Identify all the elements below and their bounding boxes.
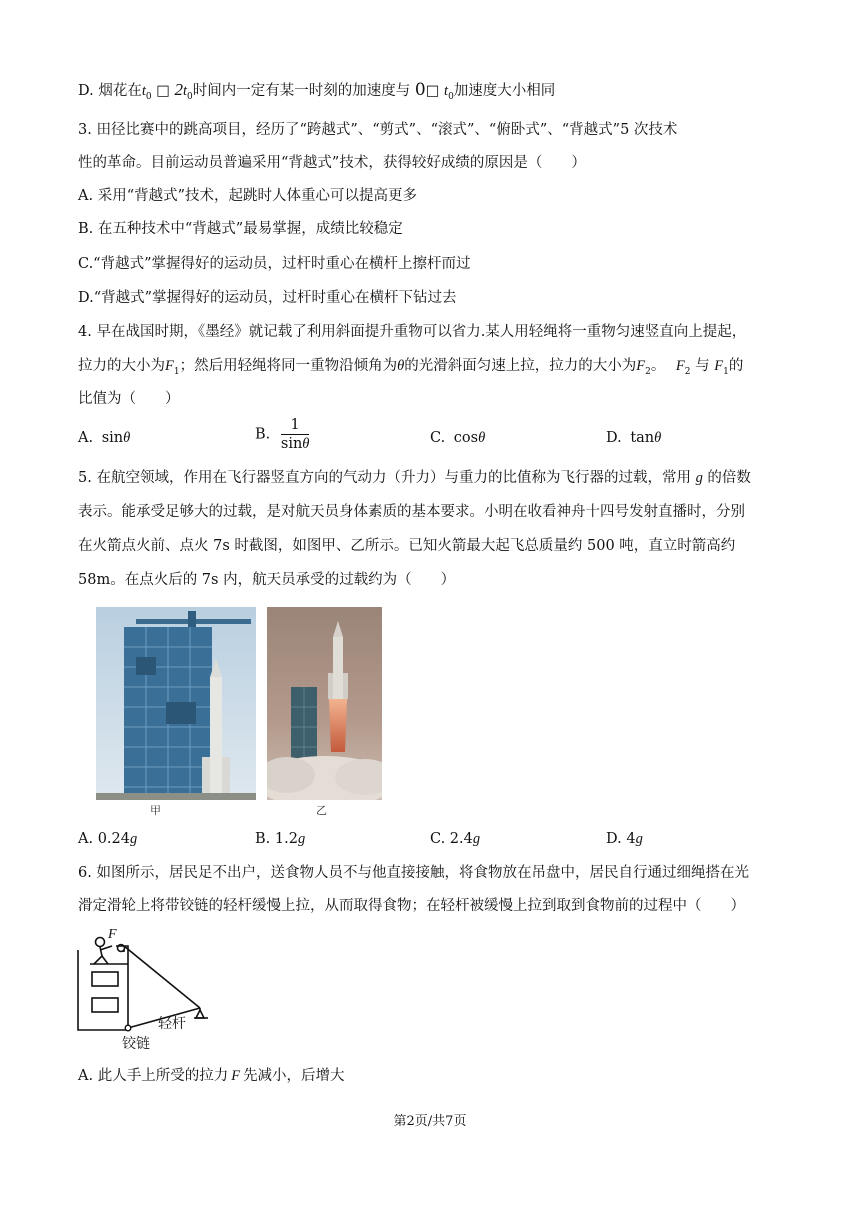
pulley-rod-diagram: [72, 928, 242, 1058]
q5-stem-line4: 58m。在点火后的 7s 内，航天员承受的过载约为（ ）: [78, 572, 456, 588]
photo-caption-jia: 甲: [150, 804, 161, 817]
page-number-footer: 第2页/共7页: [393, 1114, 467, 1129]
q3-stem-line1: 3. 田径比赛中的跳高项目，经历了“跨越式”、“剪式”、“滚式”、“俯卧式”、“背越式”5 次技术: [78, 122, 678, 138]
figure-label-f: F: [108, 928, 117, 942]
q3-option-b: B. 在五种技术中“背越式”最易掌握，成绩比较稳定: [78, 221, 403, 237]
q5-option-b: B. 1.2g: [255, 831, 306, 847]
q4-option-c: C. cosθ: [430, 430, 486, 446]
q5-stem-line2: 表示。能承受足够大的过载，是对航天员身体素质的基本要求。小明在收看神舟十四号发射直播时，分别: [78, 504, 745, 520]
q4-stem-line3: 比值为（ ）: [78, 391, 180, 407]
q2-option-d: D. 烟花在$t_0$ □ $2t_0$时间内一定有某一时刻的加速度与 0□ $t_0$加速度大小相同: [78, 80, 556, 102]
q4-stem-line1: 4. 早在战国时期，《墨经》就记载了利用斜面提升重物可以省力.某人用轻绳将一重物匀速竖直向上提起，: [78, 324, 747, 340]
q5-option-d: D. 4g: [606, 831, 643, 847]
q6-stem-line1: 6. 如图所示，居民足不出户，送食物人员不与他直接接触，将食物放在吊盘中，居民自行通过细绳搭在光: [78, 865, 749, 881]
q6-option-a: A. 此人手上所受的拉力 F 先减小，后增大: [78, 1068, 345, 1084]
q4-option-d: D. tanθ: [606, 430, 662, 446]
rocket-before-ignition-photo: [96, 607, 256, 800]
q4-option-b: B. $\frac{1}{\sin\theta}$: [255, 417, 310, 452]
photo-caption-yi: 乙: [316, 804, 327, 817]
figure-label-hinge: 铰链: [122, 1036, 150, 1052]
rocket-liftoff-photo: [267, 607, 382, 800]
q3-option-a: A. 采用“背越式”技术，起跳时人体重心可以提高更多: [78, 188, 418, 204]
q3-option-c: C.“背越式”掌握得好的运动员，过杆时重心在横杆上擦杆而过: [78, 256, 471, 272]
q5-stem-line1: 5. 在航空领域，作用在飞行器竖直方向的气动力（升力）与重力的比值称为飞行器的过载，常用 g 的倍数: [78, 470, 751, 486]
q3-option-d: D.“背越式”掌握得好的运动员，过杆时重心在横杆下钻过去: [78, 290, 457, 306]
figure-label-rod: 轻杆: [158, 1016, 186, 1032]
q6-stem-line2: 滑定滑轮上将带铰链的轻杆缓慢上拉，从而取得食物；在轻杆被缓慢上拉到取到食物前的过程中（ ）: [78, 898, 745, 914]
q4-option-a: A. sinθ: [78, 430, 131, 446]
q5-stem-line3: 在火箭点火前、点火 7s 时截图，如图甲、乙所示。已知火箭最大起飞总质量约 500 吨，直立时箭高约: [78, 538, 736, 554]
q4-option-b-fraction: $\frac{1}{\sin\theta}$: [280, 417, 310, 452]
q5-option-a: A. 0.24g: [78, 831, 138, 847]
q3-stem-line2: 性的革命。目前运动员普遍采用“背越式”技术，获得较好成绩的原因是（ ）: [78, 155, 586, 171]
q4-stem-line2: 拉力的大小为$F_1$；然后用轻绳将同一重物沿倾角为θ的光滑斜面匀速上拉，拉力的大小为$F_2$。 $F_2$ 与 $F_1$的: [78, 358, 744, 377]
q5-option-c: C. 2.4g: [430, 831, 481, 847]
